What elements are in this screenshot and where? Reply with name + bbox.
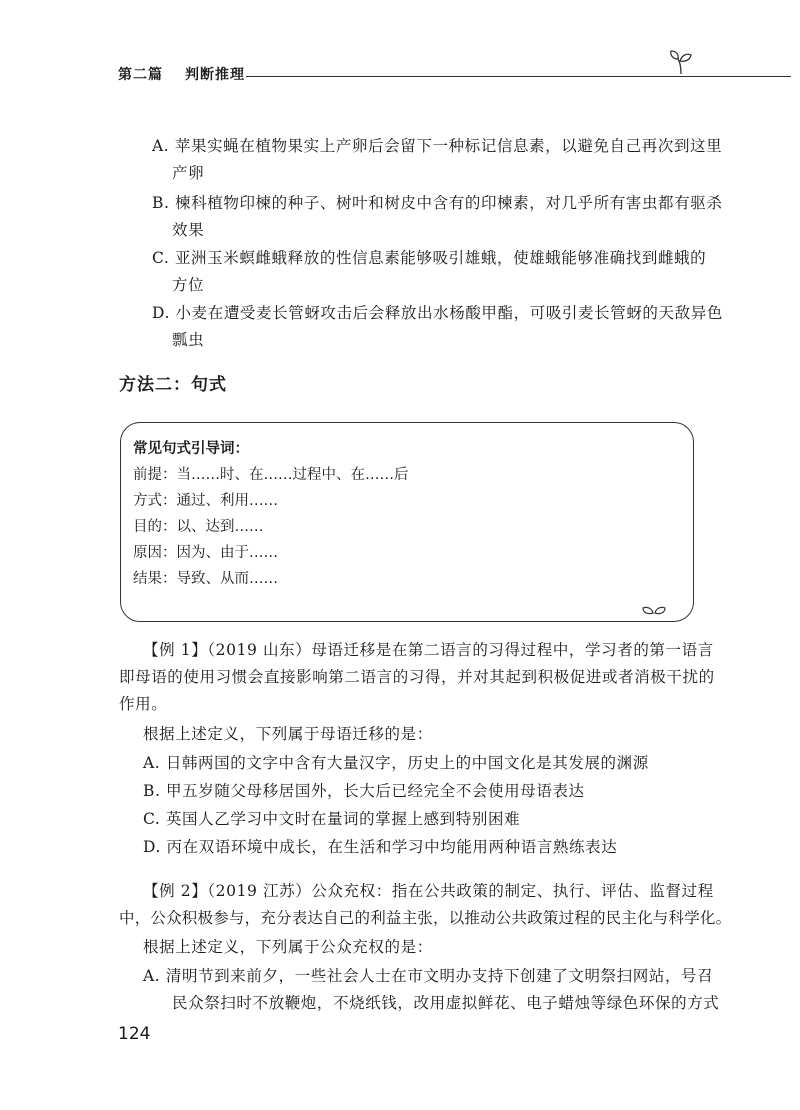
example1-option-b: B. 甲五岁随父母移居国外，长大后已经完全不会使用母语表达 xyxy=(143,782,585,800)
example1-line2: 即母语的使用习惯会直接影响第二语言的习得，并对其起到积极促进或者消极干扰的 xyxy=(119,668,715,686)
example2-tag: 【例 2】 xyxy=(143,882,208,900)
option-b-top-cont: 效果 xyxy=(172,221,205,239)
sentence-pattern-box xyxy=(120,422,694,622)
header-title xyxy=(118,64,245,84)
option-c-top-cont: 方位 xyxy=(172,276,205,294)
box-line-result: 结果：导致、从而…… xyxy=(133,571,278,587)
example2-source: （2019 江苏） xyxy=(207,882,312,900)
box-line-purpose: 目的：以、达到…… xyxy=(133,519,264,535)
page-header xyxy=(118,62,693,88)
example2-option-a-cont: 民众祭扫时不放鞭炮，不烧纸钱，改用虚拟鲜花、电子蜡烛等绿色环保的方式 xyxy=(172,994,720,1012)
example2-line1 xyxy=(143,878,714,905)
header-rule xyxy=(246,76,791,77)
option-d-top: D. 小麦在遭受麦长管蚜攻击后会释放出水杨酸甲酯，可吸引麦长管蚜的天敌异色 xyxy=(152,304,723,322)
example1-line1 xyxy=(143,637,714,664)
page-number: 124 xyxy=(118,1024,151,1044)
example1-source: （2019 山东） xyxy=(207,641,312,659)
example1-option-c: C. 英国人乙学习中文时在量词的掌握上感到特别困难 xyxy=(143,810,521,828)
example2-option-a: A. 清明节到来前夕，一些社会人士在市文明办支持下创建了文明祭扫网站，号召 xyxy=(143,967,714,985)
option-b-top: B. 楝科植物印楝的种子、树叶和树皮中含有的印楝素，对几乎所有害虫都有驱杀 xyxy=(152,194,723,212)
leaf-ornament-icon xyxy=(641,603,667,617)
box-line-premise: 前提：当……时、在……过程中、在……后 xyxy=(133,467,409,483)
example1-line3: 作用。 xyxy=(119,695,168,713)
example2-text1: 公众充权：指在公共政策的制定、执行、评估、监督过程 xyxy=(311,882,714,900)
example2-question: 根据上述定义，下列属于公众充权的是： xyxy=(143,938,433,956)
box-title: 常见句式引导词： xyxy=(133,441,249,457)
box-line-method: 方式：通过、利用…… xyxy=(133,493,278,509)
header-part: 第二篇 xyxy=(118,67,163,83)
example1-text1: 母语迁移是在第二语言的习得过程中，学习者的第一语言 xyxy=(311,641,714,659)
option-a-top: A. 苹果实蝇在植物果实上产卵后会留下一种标记信息素，以避免自己再次到这里 xyxy=(152,137,723,155)
example1-question: 根据上述定义，下列属于母语迁移的是： xyxy=(143,725,433,743)
option-a-top-cont: 产卵 xyxy=(172,164,205,182)
example1-option-a: A. 日韩两国的文字中含有大量汉字，历史上的中国文化是其发展的渊源 xyxy=(143,754,649,772)
sprout-icon xyxy=(668,48,694,76)
option-c-top: C. 亚洲玉米螟雌蛾释放的性信息素能够吸引雄蛾，使雄蛾能够准确找到雌蛾的 xyxy=(152,249,707,267)
example1-tag: 【例 1】 xyxy=(143,641,208,659)
header-chapter: 判断推理 xyxy=(185,67,245,83)
example1-option-d: D. 丙在双语环境中成长，在生活和学习中均能用两种语言熟练表达 xyxy=(143,838,618,856)
box-line-reason: 原因：因为、由于…… xyxy=(133,545,278,561)
example2-line2: 中，公众积极参与，充分表达自己的利益主张，以推动公共政策过程的民主化与科学化。 xyxy=(119,909,732,927)
option-d-top-cont: 瓢虫 xyxy=(172,331,205,349)
section-title: 方法二：句式 xyxy=(119,375,227,395)
